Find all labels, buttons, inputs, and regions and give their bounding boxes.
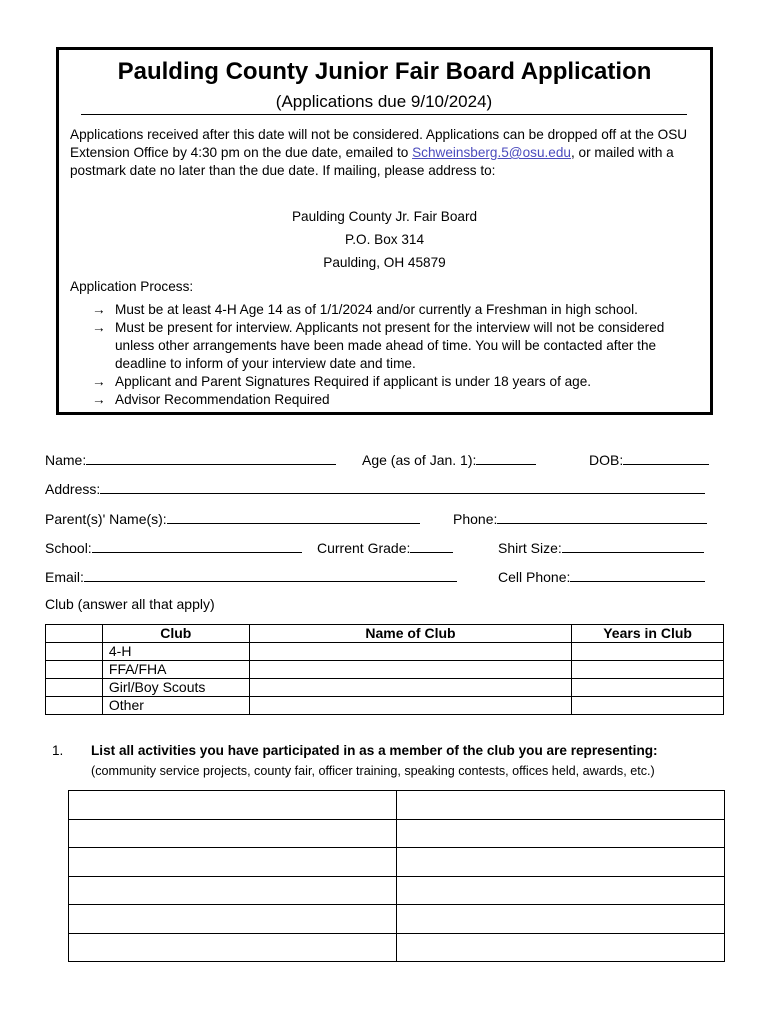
arrow-icon: →	[92, 302, 106, 317]
page-title: Paulding County Junior Fair Board Application	[117, 58, 652, 85]
club-table-header	[46, 625, 724, 643]
activity-cell[interactable]	[69, 905, 397, 934]
shirt-size-field[interactable]: Shirt Size:	[498, 538, 704, 556]
address-line-2: P.O. Box 314	[344, 232, 425, 247]
email-field[interactable]: Email:	[45, 567, 457, 585]
club-type-cell: Girl/Boy Scouts	[102, 679, 249, 697]
name-field[interactable]: Name:	[45, 450, 336, 468]
club-check-cell[interactable]	[46, 643, 103, 661]
years-column-header: Years in Club	[572, 625, 724, 643]
email-link[interactable]: Schweinsberg.5@osu.edu	[412, 145, 571, 160]
table-row	[69, 905, 725, 934]
phone-field[interactable]: Phone:	[453, 509, 707, 527]
activity-cell[interactable]	[69, 819, 397, 848]
activity-cell[interactable]	[396, 933, 725, 962]
table-row	[46, 661, 724, 679]
club-column-header: Club	[102, 625, 249, 643]
years-cell[interactable]	[572, 643, 724, 661]
activity-cell[interactable]	[69, 791, 397, 820]
process-item: → Applicant and Parent Signatures Required if applicant is under 18 years of age.	[92, 374, 592, 389]
table-row	[46, 643, 724, 661]
club-name-column-header: Name of Club	[249, 625, 571, 643]
club-heading: Club (answer all that apply)	[45, 596, 215, 612]
address-field[interactable]: Address:	[45, 479, 705, 497]
question-number: 1.	[52, 743, 64, 758]
process-item: → Must be present for interview. Applicants not present for the interview will not be considered unless other arrangements have been made ahead of time. You will be contacted after the deadline to inform of your interview date and time.	[92, 320, 665, 371]
address-line-3: Paulding, OH 45879	[323, 255, 446, 270]
club-name-cell[interactable]	[249, 661, 571, 679]
school-field[interactable]: School:	[45, 538, 302, 556]
table-row	[46, 697, 724, 715]
process-list	[92, 301, 707, 409]
table-row	[69, 848, 725, 877]
years-cell[interactable]	[572, 661, 724, 679]
club-type-cell: Other	[102, 697, 249, 715]
activity-cell[interactable]	[69, 933, 397, 962]
question-1-subtext: (community service projects, county fair, officer training, speaking contests, offices held, awards, etc.)	[91, 764, 655, 778]
process-item: → Must be at least 4-H Age 14 as of 1/1/2024 and/or currently a Freshman in high school.	[92, 302, 638, 317]
club-name-cell[interactable]	[249, 697, 571, 715]
club-table	[45, 624, 724, 715]
table-row	[46, 679, 724, 697]
arrow-icon: →	[92, 374, 106, 389]
years-cell[interactable]	[572, 679, 724, 697]
club-check-cell[interactable]	[46, 697, 103, 715]
address-line-1: Paulding County Jr. Fair Board	[291, 209, 478, 224]
table-row	[69, 791, 725, 820]
age-field[interactable]: Age (as of Jan. 1):	[362, 450, 536, 468]
parents-name-field[interactable]: Parent(s)' Name(s):	[45, 509, 420, 527]
checkbox-header-cell	[46, 625, 103, 643]
activity-cell[interactable]	[396, 876, 725, 905]
question-1-text: List all activities you have participated in as a member of the club you are representing:	[91, 743, 658, 758]
table-row	[69, 933, 725, 962]
club-check-cell[interactable]	[46, 661, 103, 679]
table-row	[69, 819, 725, 848]
arrow-icon: →	[92, 320, 106, 335]
club-check-cell[interactable]	[46, 679, 103, 697]
activity-cell[interactable]	[396, 848, 725, 877]
activity-cell[interactable]	[69, 876, 397, 905]
process-heading: Application Process:	[70, 279, 194, 294]
intro-text-start: Applications received after this date will not be considered. Applications can be dropped off at the OSU Extension Office by 4:30 pm on the due date, emailed to	[70, 127, 688, 160]
activity-cell[interactable]	[396, 819, 725, 848]
cell-phone-field[interactable]: Cell Phone:	[498, 567, 705, 585]
due-date-subtitle: (Applications due 9/10/2024)	[81, 92, 687, 115]
activity-cell[interactable]	[69, 848, 397, 877]
club-name-cell[interactable]	[249, 643, 571, 661]
activity-cell[interactable]	[396, 905, 725, 934]
table-row	[69, 876, 725, 905]
process-item: → Advisor Recommendation Required	[92, 392, 330, 407]
intro-text	[70, 126, 702, 180]
instructions-box	[56, 47, 713, 415]
dob-field[interactable]: DOB:	[589, 450, 709, 468]
activity-cell[interactable]	[396, 791, 725, 820]
club-type-cell: FFA/FHA	[102, 661, 249, 679]
arrow-icon: →	[92, 392, 106, 407]
current-grade-field[interactable]: Current Grade:	[317, 538, 453, 556]
club-type-cell: 4-H	[102, 643, 249, 661]
club-name-cell[interactable]	[249, 679, 571, 697]
intro-text-end: , or mailed with a postmark date no later than the due date. If mailing, please address to:	[70, 145, 674, 178]
years-cell[interactable]	[572, 697, 724, 715]
activities-table	[68, 790, 725, 962]
